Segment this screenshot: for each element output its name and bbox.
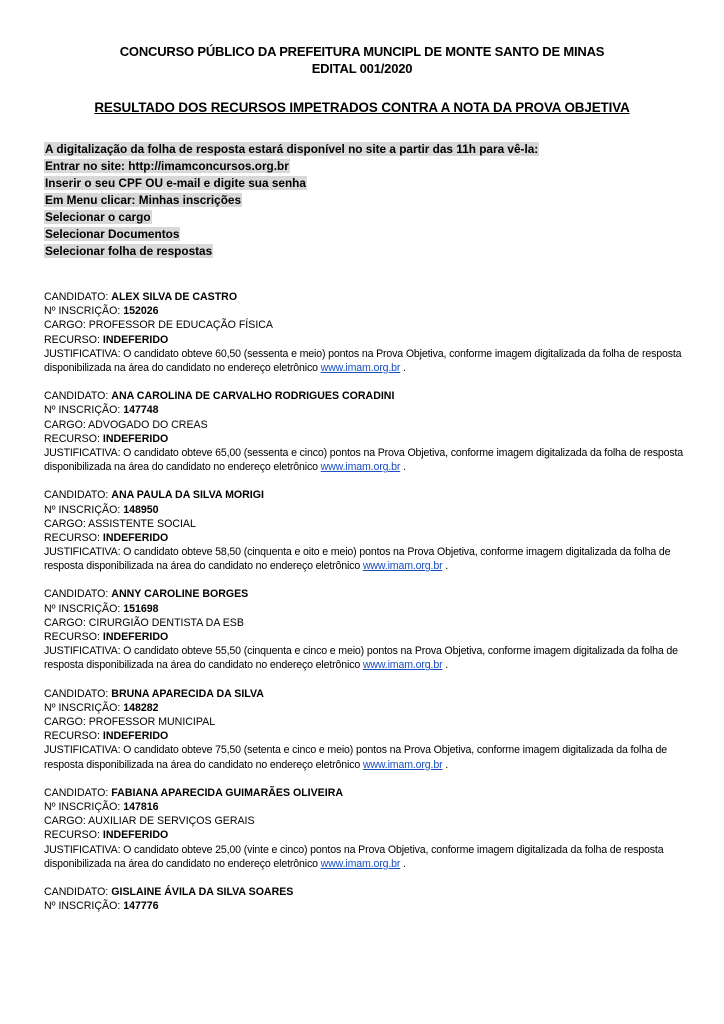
- justificativa: JUSTIFICATIVA: O candidato obteve 25,00 (vinte e cinco) pontos na Prova Objetiva, conforme imagem digitalizada da folha de resposta disponibilizada na área do candidato no endereço eletrônico www.imam.org.br .: [44, 843, 664, 870]
- justificativa: JUSTIFICATIVA: O candidato obteve 75,50 (setenta e cinco e meio) pontos na Prova Objetiva, conforme imagem digitalizada da folha de resposta disponibilizada na área do candidato no endereço eletrônico www.imam.org.br .: [44, 744, 667, 771]
- candidate-entry: [44, 488, 684, 573]
- candidate-name: ALEX SILVA DE CASTRO: [111, 291, 238, 303]
- recurso-status: INDEFERIDO: [102, 829, 169, 842]
- inscricao-row: Nº INSCRIÇÃO: 147748: [44, 404, 159, 417]
- inscricao-number: 147816: [123, 800, 159, 813]
- candidate-name-row: CANDIDATO: ALEX SILVA DE CASTRO: [44, 291, 238, 303]
- cargo-value: ASSISTENTE SOCIAL: [88, 517, 196, 530]
- recurso-row: RECURSO: INDEFERIDO: [44, 531, 169, 544]
- instruction-line: Selecionar Documentos: [45, 227, 180, 241]
- justificativa: JUSTIFICATIVA: O candidato obteve 60,50 (sessenta e meio) pontos na Prova Objetiva, conforme imagem digitalizada da folha de resposta disponibilizada na área do candidato no endereço eletrônico www.imam.org.br .: [44, 347, 682, 374]
- recurso-row: RECURSO: INDEFERIDO: [44, 333, 169, 346]
- imam-link[interactable]: www.imam.org.br: [362, 560, 443, 573]
- candidate-name-row: CANDIDATO: GISLAINE ÁVILA DA SILVA SOARES: [44, 885, 294, 898]
- candidate-name-row: CANDIDATO: ANA CAROLINA DE CARVALHO RODRIGUES CORADINI: [44, 390, 395, 403]
- recurso-status: INDEFERIDO: [102, 531, 169, 544]
- inscricao-number: 147776: [123, 900, 159, 913]
- candidate-name: ANA PAULA DA SILVA MORIGI: [111, 489, 264, 502]
- instruction-line: Selecionar o cargo: [45, 210, 151, 224]
- imam-link[interactable]: www.imam.org.br: [362, 758, 443, 771]
- recurso-row: RECURSO: INDEFERIDO: [44, 432, 169, 445]
- cargo-value: CIRURGIÃO DENTISTA DA ESB: [88, 616, 244, 629]
- candidate-entry: [44, 786, 684, 871]
- justificativa: JUSTIFICATIVA: O candidato obteve 58,50 (cinquenta e oito e meio) pontos na Prova Objetiva, conforme imagem digitalizada da folha de resposta disponibilizada na área do candidato no endereço eletrônico www.imam.org.br .: [44, 546, 671, 573]
- recurso-row: RECURSO: INDEFERIDO: [44, 631, 169, 644]
- instruction-line: Selecionar folha de respostas: [45, 244, 213, 258]
- candidate-name-row: CANDIDATO: BRUNA APARECIDA DA SILVA: [44, 687, 264, 700]
- inscricao-number: 151698: [123, 602, 159, 615]
- inscricao-row: Nº INSCRIÇÃO: 147776: [44, 900, 159, 913]
- candidate-name: ANNY CAROLINE BORGES: [111, 588, 249, 601]
- inscricao-number: 152026: [123, 305, 159, 318]
- header-title: CONCURSO PÚBLICO DA PREFEITURA MUNCIPL DE MONTE SANTO DE MINAS: [119, 44, 605, 59]
- candidate-name-row: CANDIDATO: ANA PAULA DA SILVA MORIGI: [44, 489, 264, 502]
- recurso-status: INDEFERIDO: [102, 730, 169, 743]
- cargo-row: CARGO: AUXILIAR DE SERVIÇOS GERAIS: [44, 815, 255, 828]
- result-title: RESULTADO DOS RECURSOS IMPETRADOS CONTRA A NOTA DA PROVA OBJETIVA: [94, 100, 630, 115]
- recurso-status: INDEFERIDO: [102, 432, 169, 445]
- inscricao-number: 147748: [123, 404, 159, 417]
- candidate-name-row: CANDIDATO: ANNY CAROLINE BORGES: [44, 588, 249, 601]
- justificativa: JUSTIFICATIVA: O candidato obteve 65,00 (sessenta e cinco) pontos na Prova Objetiva, conforme imagem digitalizada da folha de resposta disponibilizada na área do candidato no endereço eletrônico www.imam.org.br .: [44, 446, 684, 474]
- cargo-value: PROFESSOR MUNICIPAL: [88, 716, 216, 728]
- candidate-name: GISLAINE ÁVILA DA SILVA SOARES: [111, 885, 294, 898]
- instruction-line: Inserir o seu CPF OU e-mail e digite sua senha: [45, 176, 306, 190]
- justificativa: JUSTIFICATIVA: O candidato obteve 55,50 (cinquenta e cinco e meio) pontos na Prova Objetiva, conforme imagem digitalizada da folha de resposta disponibilizada na área do candidato no endereço eletrônico www.imam.org.br .: [44, 645, 678, 672]
- header-edital: EDITAL 001/2020: [311, 61, 413, 76]
- inscricao-row: Nº INSCRIÇÃO: 148950: [44, 503, 159, 516]
- cargo-value: AUXILIAR DE SERVIÇOS GERAIS: [88, 815, 255, 828]
- candidate-name: ANA CAROLINA DE CARVALHO RODRIGUES CORADINI: [111, 390, 395, 403]
- instruction-line: Entrar no site: http://imamconcursos.org.br: [45, 159, 289, 173]
- candidate-name-row: CANDIDATO: FABIANA APARECIDA GUIMARÃES OLIVEIRA: [44, 786, 343, 799]
- cargo-row: CARGO: PROFESSOR MUNICIPAL: [44, 716, 216, 728]
- candidate-list: [44, 290, 684, 927]
- inscricao-row: Nº INSCRIÇÃO: 151698: [44, 602, 159, 615]
- cargo-value: PROFESSOR DE EDUCAÇÃO FÍSICA: [88, 319, 273, 332]
- inscricao-number: 148950: [123, 503, 159, 516]
- candidate-entry: [44, 290, 684, 375]
- cargo-row: CARGO: CIRURGIÃO DENTISTA DA ESB: [44, 616, 244, 629]
- candidate-entry: [44, 885, 684, 913]
- candidate-entry: [44, 389, 684, 474]
- recurso-status: INDEFERIDO: [102, 333, 169, 346]
- candidate-name: FABIANA APARECIDA GUIMARÃES OLIVEIRA: [111, 786, 343, 799]
- cargo-value: ADVOGADO DO CREAS: [88, 418, 208, 431]
- recurso-row: RECURSO: INDEFERIDO: [44, 730, 169, 743]
- cargo-row: CARGO: ADVOGADO DO CREAS: [44, 418, 208, 431]
- inscricao-number: 148282: [123, 701, 159, 714]
- candidate-entry: [44, 587, 684, 672]
- inscricao-row: Nº INSCRIÇÃO: 148282: [44, 701, 159, 714]
- cargo-row: CARGO: PROFESSOR DE EDUCAÇÃO FÍSICA: [44, 319, 273, 332]
- inscricao-row: Nº INSCRIÇÃO: 152026: [44, 305, 159, 318]
- imam-link[interactable]: www.imam.org.br: [320, 461, 401, 474]
- imam-link[interactable]: www.imam.org.br: [320, 361, 401, 374]
- recurso-row: RECURSO: INDEFERIDO: [44, 829, 169, 842]
- cargo-row: CARGO: ASSISTENTE SOCIAL: [44, 517, 196, 530]
- recurso-status: INDEFERIDO: [102, 631, 169, 644]
- imam-link[interactable]: www.imam.org.br: [362, 659, 443, 672]
- instruction-line: Em Menu clicar: Minhas inscrições: [45, 193, 242, 207]
- instructions-block: [44, 141, 684, 260]
- instruction-line: A digitalização da folha de resposta estará disponível no site a partir das 11h para vê-la:: [45, 142, 539, 156]
- candidate-name: BRUNA APARECIDA DA SILVA: [111, 687, 264, 700]
- inscricao-row: Nº INSCRIÇÃO: 147816: [44, 800, 159, 813]
- imam-link[interactable]: www.imam.org.br: [320, 857, 401, 870]
- candidate-entry: [44, 687, 684, 772]
